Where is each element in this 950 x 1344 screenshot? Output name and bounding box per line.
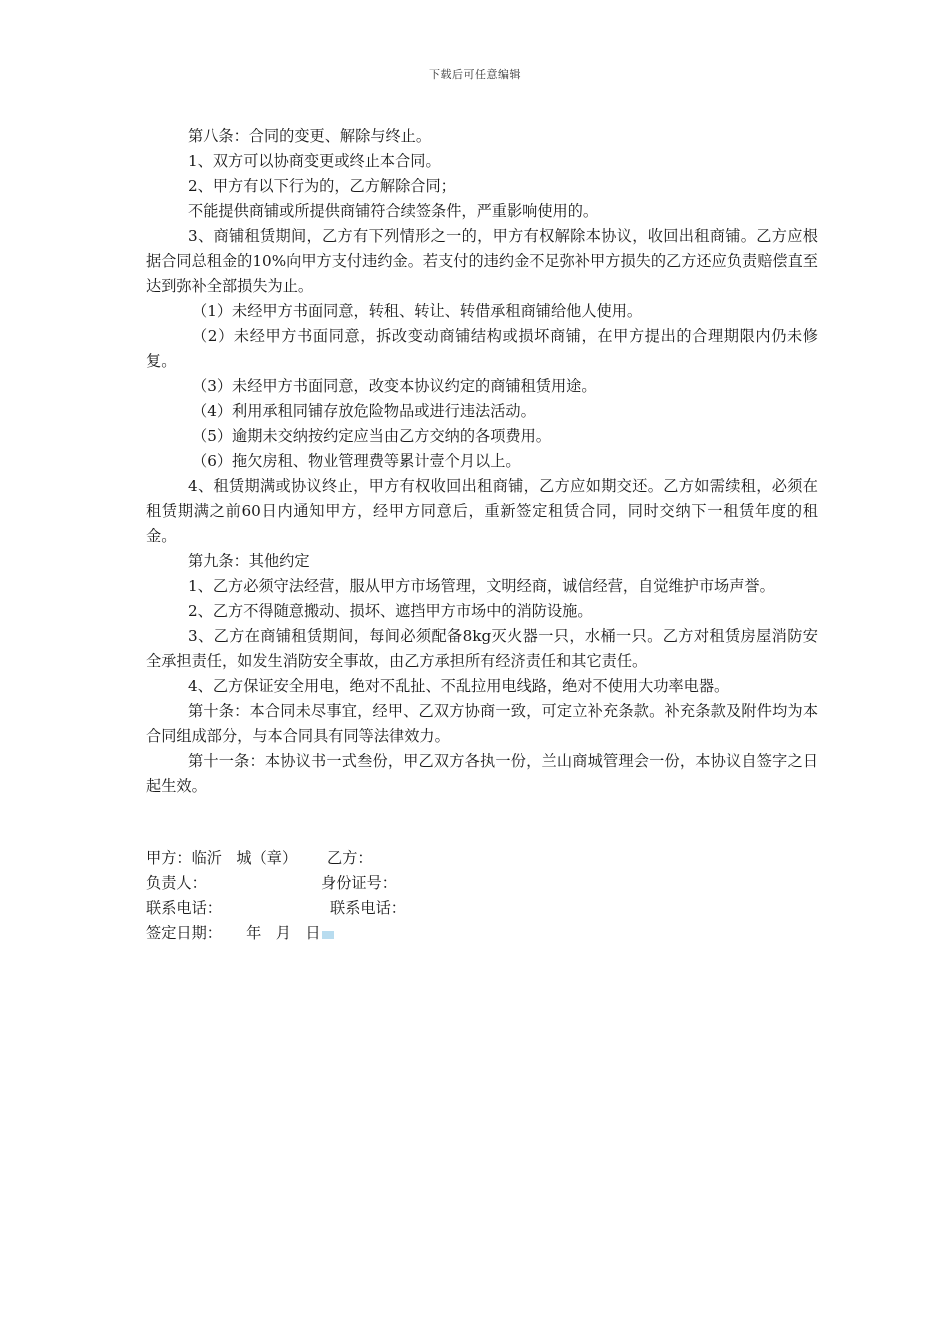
contract-paragraph: 第九条：其他约定	[188, 552, 310, 570]
contract-paragraph: 1、乙方必须守法经营，服从甲方市场管理，文明经商，诚信经营，自觉维护市场声誉。	[188, 577, 775, 595]
page-header-note: 下载后可任意编辑	[429, 68, 521, 81]
contract-paragraph: 4、乙方保证安全用电，绝对不乱扯、不乱拉用电线路，绝对不使用大功率电器。	[188, 677, 730, 695]
signature-row-phones	[146, 896, 818, 921]
id-number-label: 身份证号：	[321, 874, 397, 892]
sign-date-wrapper	[146, 921, 334, 946]
contract-paragraph: 3、乙方在商铺租赁期间，每间必须配备8kg灭火器一只，水桶一只。乙方对租赁房屋消防安全承担责任，如发生消防安全事故，由乙方承担所有经济责任和其它责任。	[146, 627, 818, 670]
text-cursor-marker	[322, 931, 334, 939]
contract-paragraph: 1、双方可以协商变更或终止本合同。	[188, 152, 441, 170]
contract-paragraph: 4、租赁期满或协议终止，甲方有权收回出租商铺，乙方应如期交还。乙方如需续租，必须在租赁期满之前60日内通知甲方，经甲方同意后，重新签定租赁合同，同时交纳下一租赁年度的租金。	[146, 477, 818, 545]
contract-paragraph: 第八条：合同的变更、解除与终止。	[188, 127, 431, 145]
signature-block	[146, 846, 818, 946]
contract-paragraph: （5）逾期未交纳按约定应当由乙方交纳的各项费用。	[192, 427, 551, 445]
sign-date-label: 签定日期： 年 月 日	[146, 924, 321, 942]
signature-row-parties	[146, 846, 818, 871]
contract-paragraph: 第十一条：本协议书一式叁份，甲乙双方各执一份，兰山商城管理会一份，本协议自签字之日起生效。	[146, 752, 818, 795]
contract-body	[146, 124, 818, 799]
phone-a-label: 联系电话：	[146, 899, 222, 917]
party-a-label: 甲方：临沂 城（章）	[146, 849, 298, 867]
party-b-label: 乙方：	[327, 849, 373, 867]
signature-row-date	[146, 921, 818, 946]
contract-paragraph: （1）未经甲方书面同意，转租、转让、转借承租商铺给他人使用。	[192, 302, 643, 320]
contract-paragraph: 第十条：本合同未尽事宜，经甲、乙双方协商一致，可定立补充条款。补充条款及附件均为本合同组成部分，与本合同具有同等法律效力。	[146, 702, 818, 745]
contract-paragraph: 2、甲方有以下行为的，乙方解除合同；	[188, 177, 456, 195]
contract-paragraph: （2）未经甲方书面同意，拆改变动商铺结构或损坏商铺，在甲方提出的合理期限内仍未修复。	[146, 327, 818, 370]
phone-b-label: 联系电话：	[330, 899, 406, 917]
person-in-charge-label: 负责人：	[146, 874, 207, 892]
contract-paragraph: （3）未经甲方书面同意，改变本协议约定的商铺租赁用途。	[192, 377, 597, 395]
contract-paragraph: 不能提供商铺或所提供商铺符合续签条件，严重影响使用的。	[188, 202, 599, 220]
signature-row-persons	[146, 871, 818, 896]
contract-paragraph: （4）利用承租同铺存放危险物品或进行违法活动。	[192, 402, 536, 420]
contract-paragraph: （6）拖欠房租、物业管理费等累计壹个月以上。	[192, 452, 521, 470]
contract-paragraph: 3、商铺租赁期间，乙方有下列情形之一的，甲方有权解除本协议，收回出租商铺。乙方应根据合同总租金的10%向甲方支付违约金。若支付的违约金不足弥补甲方损失的乙方还应负责赔偿直至达到弥补全部损失为止。	[146, 227, 818, 295]
contract-paragraph: 2、乙方不得随意搬动、损坏、遮挡甲方市场中的消防设施。	[188, 602, 593, 620]
